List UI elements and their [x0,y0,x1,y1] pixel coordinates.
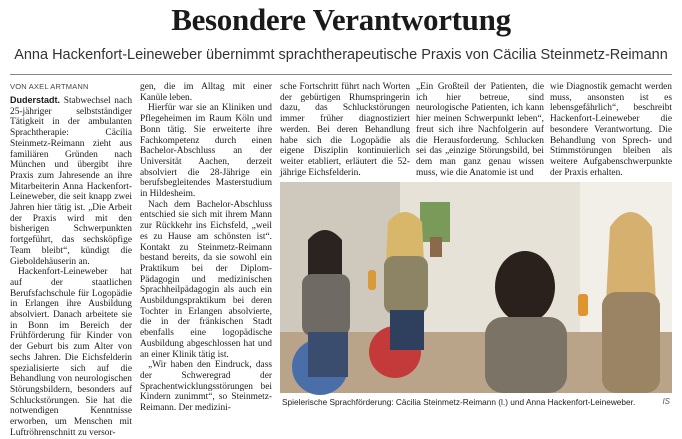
paragraph: Hackenfort-Leineweber hat auf der staatlichen Berufsfachschule für Logopädie in Erlangen ihre Ausbildung absolviert. Danach arbeitete sie in Bonn im Bereich der Frühförderung für Kinder von der Geburt bis zum Alter von sechs Jahren. Die Eichsfelderin spezialisierte sich auf die Behandlung von neurologischen Störungsbildern, besonders auf Schluckstörungen. Sie hat die notwendigen Kenntnisse erworben, um Menschen mit Luftröhrenschnitt zu versor- [10,267,132,438]
paragraph: Hierfür war sie an Kliniken und Pflegeheimen im Raum Köln und Bonn tätig. Sie erweiterte ihre Fachkompetenz durch einen Bachelor-Abschluss an der Universität Aachen, derzeit absolviert die 28-Jährige ein berufsbegleitendes Masterstudium in Hildesheim. [140,103,272,200]
paragraph: sche Fortschritt führt nach Worten der gebürtigen Rhumspringerin dazu, das Schluckstörungen immer früher diagnostiziert werden. Bei deren Behandlung habe sich die Logopädie als eigene Disziplin kontinuierlich weiter etabliert, erläutert die 52-jährige Eichsfelderin. [280,82,410,178]
paragraph: „Ein Großteil der Patienten, die ich hier betreue, sind neurologische Patienten, ich kann hier meinen Schwerpunkt leben“, freut sich ihre Nachfolgerin auf die Herausforderung. Schlucken sei das „einzige Störungsbild, bei dem man ganz genau wissen muss, wie die Anatomie ist und [416,82,544,178]
photo-caption: Spielerische Sprachförderung: Cäcilia Steinmetz-Reimann (l.) und Anna Hackenfort-Leineweber. [282,397,636,407]
article-column-4 [416,82,544,178]
article-column-1 [10,95,133,438]
dateline: Duderstadt. [10,95,61,105]
paragraph: gen, die im Alltag mit einer Kanüle leben. [140,82,272,103]
paragraph: wie Diagnostik gemacht werden muss, ansonsten ist es lebensgefährlich“, beschreibt Hackenfort-Leineweber die besondere Verantwortung. Die Behandlung von Sprech- und Stimmstörungen bleiben als weitere Aufgabenschwerpunkte der Praxis erhalten. [550,82,672,178]
byline: VON AXEL ARTMANN [10,82,89,91]
subheadline: Anna Hackenfort-Leineweber übernimmt sprachtherapeutische Praxis von Cäcilia Steinmetz-Reimann [14,47,668,63]
article-column-2 [140,82,272,415]
paragraph-text: Stabwechsel nach 25-jähriger selbstständiger Tätigkeit in der ambulanten Sprachtherapie: Cäcilia Steinmetz-Reimann zieht aus familiären Gründen nach München und übergibt ihre Praxis zum Jahresende an ihre Mitarbeiterin Anna Hackenfort-Leineweber, die seit knapp zwei Jahren hier tätig ist. „Die Arbeit der Praxis wird mit den bisherigen Schwerpunkten fortgeführt, das sechsköpfige Team bleibt“, kündigt die Gieboldehäuserin an. [10,96,133,267]
divider [10,74,672,75]
paragraph: „Wir haben den Eindruck, dass der Schweregrad der Sprachentwicklungsstörungen bei Kindern zunimmt“, so Steinmetz-Reimann. Der medizini- [140,360,272,414]
photo-credit: IS [662,397,670,406]
paragraph: Nach dem Bachelor-Abschluss entschied sie sich mit ihrem Mann zur Rückkehr ins Eichsfeld, „weil es zu Hause am schönsten ist“. Kontakt zu Steinmetz-Reimann bestand bereits, da sie sowohl ein Praktikum bei der Diplom-Pädagogin und medizinischen Sprachheilpädagogin als auch ein Ausbildungspraktikum bei deren Tochter in Erlangen absolvierte, die in der fränkischen Stadt ebenfalls eine logopädische Ausbildung abgeschlossen hat und an einer Klinik tätig ist. [140,199,272,360]
paragraph [10,95,132,267]
article-column-5 [550,82,672,178]
article-photo [280,182,672,393]
article-column-3 [280,82,410,178]
photo-illustration [280,182,672,393]
headline: Besondere Verantwortung [171,2,511,37]
